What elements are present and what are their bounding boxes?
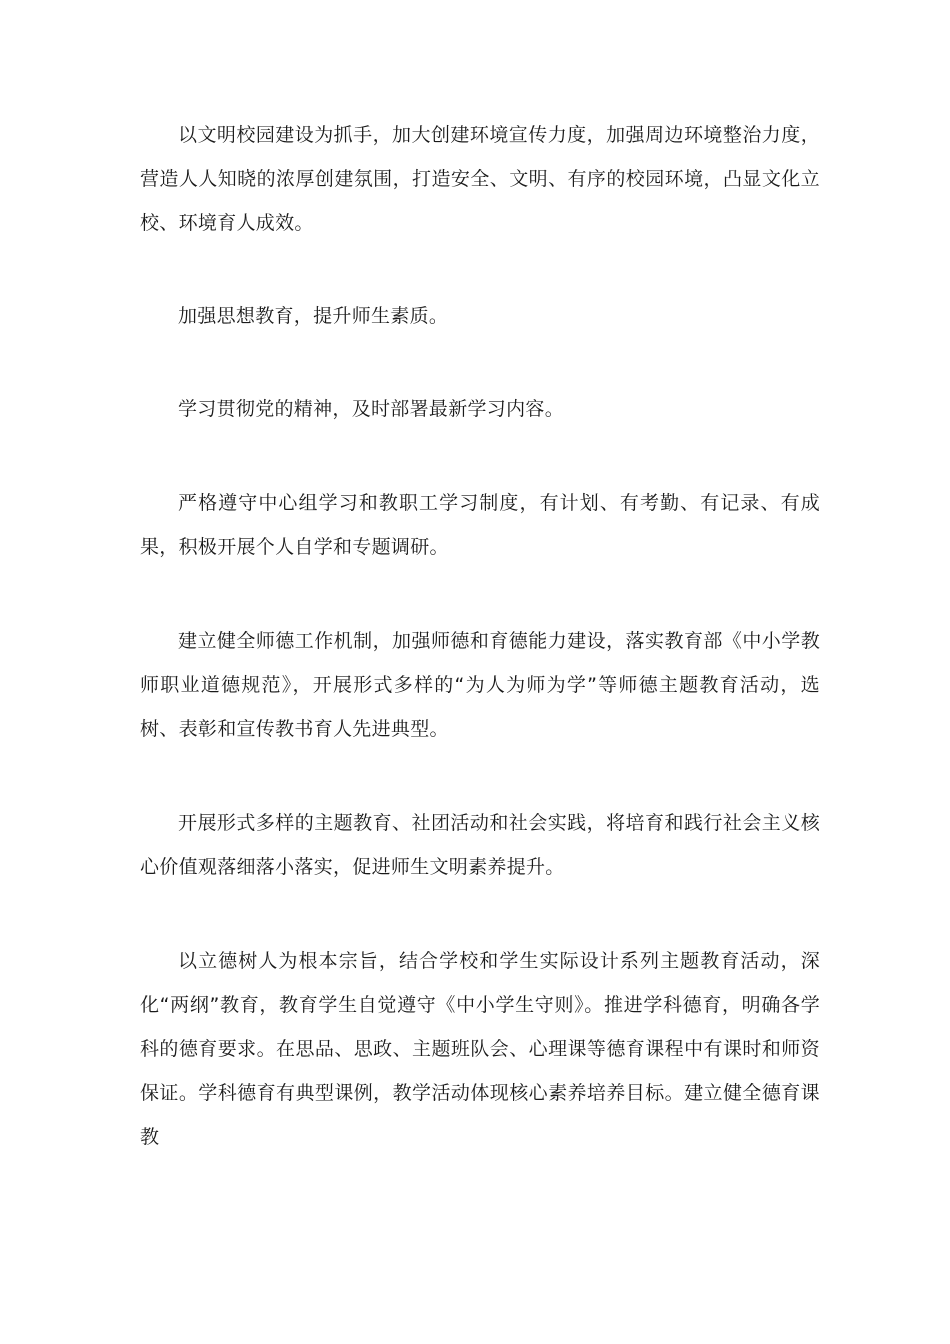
paragraph-party-study: 学习贯彻党的精神，及时部署最新学习内容。: [178, 398, 565, 420]
paragraph-study-system: 严格遵守中心组学习和教职工学习制度，有计划、有考勤、有记录、有成果，积极开展个人自学和专题调研。: [140, 492, 820, 558]
paragraph-teacher-ethics: 建立健全师德工作机制，加强师德和育德能力建设，落实教育部《中小学教师职业道德规范》，开展形式多样的“为人为师为学”等师德主题教育活动，选树、表彰和宣传教书育人先进典型。: [140, 630, 820, 740]
document-body: [140, 113, 820, 1159]
paragraph-moral-education: 以立德树人为根本宗旨，结合学校和学生实际设计系列主题教育活动，深化“两纲”教育，教育学生自觉遵守《中小学生守则》。推进学科德育，明确各学科的德育要求。在思品、思政、主题班队会、心理课等德育课程中有课时和师资保证。学科德育有典型课例，教学活动体现核心素养培养目标。建立健全德育课教: [140, 950, 820, 1148]
paragraph-campus-environment: 以文明校园建设为抓手，加大创建环境宣传力度，加强周边环境整治力度，营造人人知晓的浓厚创建氛围，打造安全、文明、有序的校园环境，凸显文化立校、环境育人成效。: [140, 124, 820, 234]
paragraph-themed-activities: 开展形式多样的主题教育、社团活动和社会实践，将培育和践行社会主义核心价值观落细落小落实，促进师生文明素养提升。: [140, 812, 820, 878]
paragraph-ideological-education: 加强思想教育，提升师生素质。: [178, 305, 449, 327]
